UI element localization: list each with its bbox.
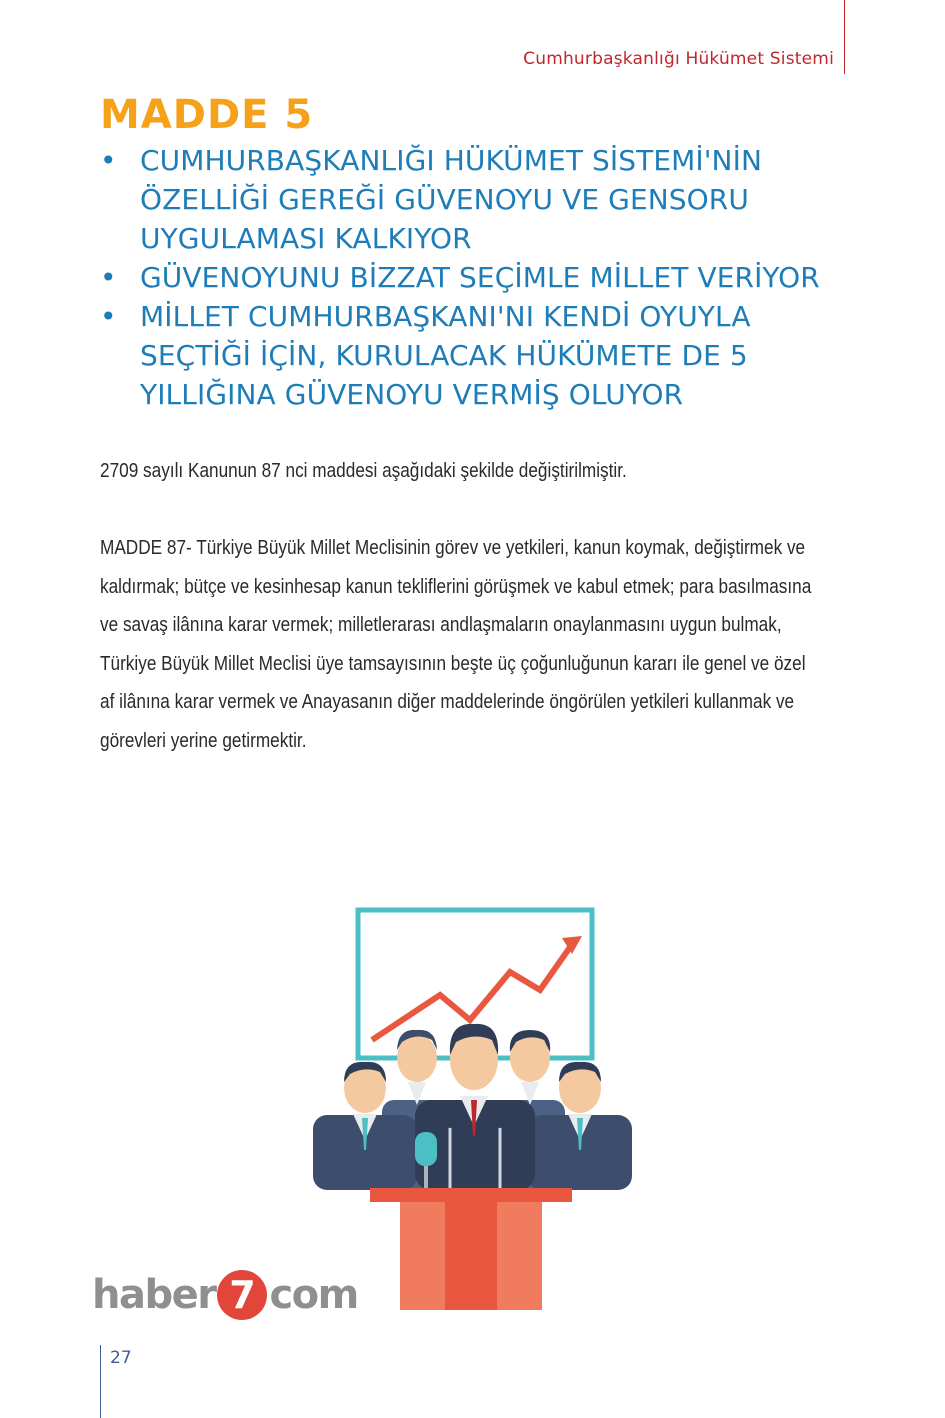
bullet-icon: •: [100, 261, 117, 294]
press-conference-illustration: [300, 900, 645, 1315]
page-number: 27: [110, 1348, 132, 1368]
section-heading: MADDE 5: [100, 92, 314, 138]
paragraph-line: ve savaş ilânına karar vermek; milletlerarası andlaşmaların onaylanmasını uygun bulmak,: [100, 614, 782, 637]
paragraph-line: af ilânına karar vermek ve Anayasanın diğer maddelerinde öngörülen yetkileri kullanmak ve: [100, 691, 795, 714]
haber7-logo: [92, 1270, 358, 1320]
bullet-text: GÜVENOYUNU BİZZAT SEÇİMLE MİLLET VERİYOR: [140, 261, 820, 294]
bullet-icon: •: [100, 144, 117, 177]
paragraph-line: görevleri yerine getirmektir.: [100, 729, 307, 752]
bullet-text: MİLLET CUMHURBAŞKANI'NI KENDİ OYUYLA SEÇTİĞİ İÇİN, KURULACAK HÜKÜMETE DE 5 YILLIĞINA GÜVENOYU VERMİŞ OLUYOR: [140, 300, 751, 411]
intro-paragraph: 2709 sayılı Kanunun 87 nci maddesi aşağıdaki şekilde değiştirilmiştir.: [100, 460, 627, 482]
person-right-icon: [528, 1062, 632, 1190]
person-left-icon: [313, 1062, 417, 1190]
logo-text: com: [269, 1272, 358, 1318]
header-title: Cumhurbaşkanlığı Hükümet Sistemi: [523, 49, 834, 69]
bullet-text: CUMHURBAŞKANLIĞI HÜKÜMET SİSTEMİ'NİN ÖZELLİĞİ GEREĞİ GÜVENOYU VE GENSORU UYGULAMASI KALKIYOR: [140, 144, 762, 255]
bullet-list: [100, 141, 860, 414]
paragraph-line: kaldırmak; bütçe ve kesinhesap kanun tekliflerini görüşmek ve kabul etmek; para basılmasına: [100, 575, 812, 598]
bullet-item: [100, 297, 860, 414]
podium-icon: [370, 1188, 572, 1310]
bullet-icon: •: [100, 300, 117, 333]
bullet-item: [100, 258, 860, 297]
madde87-paragraph: [100, 529, 848, 761]
logo-text: haber: [92, 1272, 216, 1318]
footer-divider: [100, 1345, 101, 1418]
logo-seven-badge: 7: [217, 1270, 267, 1320]
header-divider: [844, 0, 845, 74]
paragraph-line: MADDE 87- Türkiye Büyük Millet Meclisinin görev ve yetkileri, kanun koymak, değiştirmek ve: [100, 537, 806, 559]
bullet-item: [100, 141, 860, 258]
paragraph-line: Türkiye Büyük Millet Meclisi üye tamsayısının beşte üç çoğunluğunun kararı ile genel ve özel: [100, 652, 806, 675]
